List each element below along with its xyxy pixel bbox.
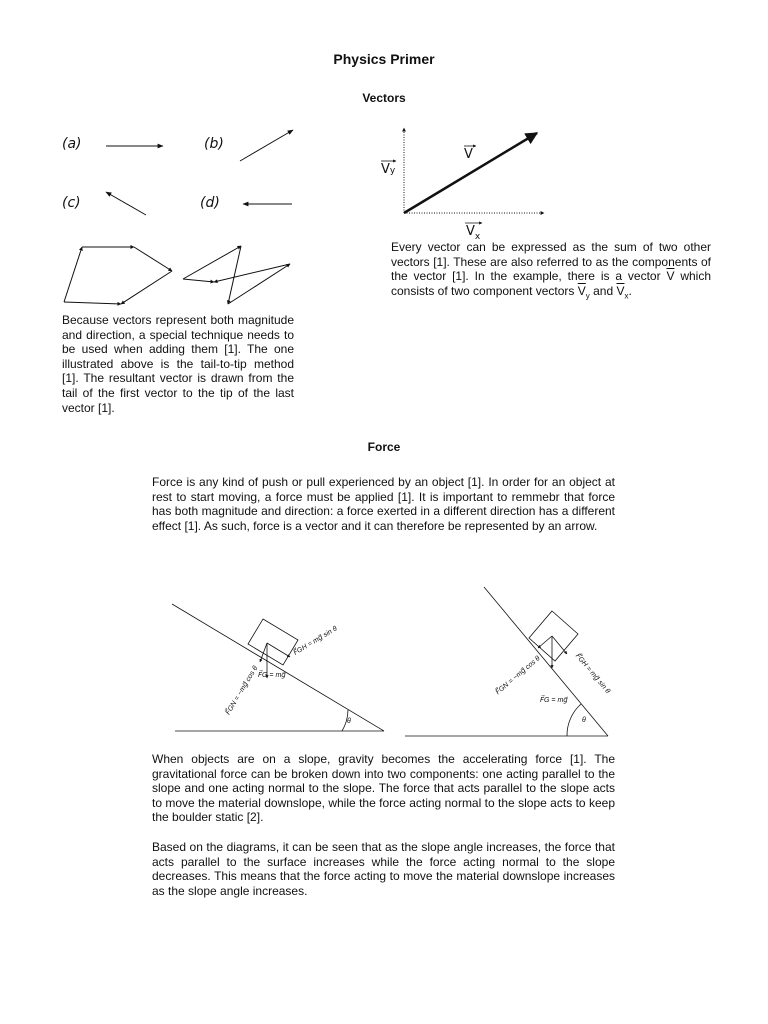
slope-diagram-shallow	[172, 604, 384, 731]
v-label: V	[464, 147, 473, 162]
gravity-force-label-left: F⃗G = mg⃗	[258, 672, 286, 679]
vy-label: Vy	[381, 162, 396, 177]
slope-paragraph: When objects are on a slope, gravity becomes the accelerating force [1]. The gravitational force can be broken down into two components: one acting parallel to the slope and one acting normal to the slope. The force that acts parallel to the slope acts to move the material downslope, while the force acting normal to the slope acts to keep the boulder static [2].	[152, 752, 615, 825]
vector-addition-paragraph: Because vectors represent both magnitude and direction, a special technique needs to be used when adding them [1]. The one illustrated above is the tail-to-tip method [1]. The resultant vector is drawn from the tail of the first vector to the tip of the last vector [1].	[62, 313, 294, 415]
vector-components-paragraph: Every vector can be expressed as the sum of two other vectors [1]. These are also referred to as the components of the vector [1]. In the example, there is a vector $\overline{V}$ which consists of two component vectors $\overline{V}_y$ and $\overline{V}_x$.	[391, 240, 711, 301]
label-b: (b)	[204, 136, 224, 152]
angle-label-left: θ	[347, 718, 351, 725]
conclusion-paragraph: Based on the diagrams, it can be seen that as the slope angle increases, the force that acts parallel to the surface increases while the force acting normal to the slope decreases. This means that the force acting to move the material downslope increases as the slope angle increases.	[152, 840, 615, 898]
vectors-heading: Vectors	[362, 91, 406, 105]
parallel-force-label-right: F⃗GH = mg⃗ sin θ	[573, 652, 612, 696]
force-heading: Force	[367, 440, 401, 454]
angle-label-right: θ	[582, 717, 586, 724]
gravity-force-label-right: F⃗G = mg⃗	[540, 697, 568, 704]
label-c: (c)	[62, 195, 81, 211]
normal-force-label-left: F⃗GN = −mg⃗ cos θ	[224, 664, 260, 717]
vx-label: $V_x$	[466, 224, 481, 242]
normal-force-label-right: F⃗GN = −mg⃗ cos θ	[494, 655, 542, 697]
label-a: (a)	[62, 136, 82, 152]
page-title: Physics Primer	[333, 51, 435, 67]
label-d: (d)	[200, 195, 220, 211]
force-intro-paragraph: Force is any kind of push or pull experienced by an object [1]. In order for an object at rest to start moving, a force must be applied [1]. It is important to remmebr that force has both magnitude and direction: a force exerted in a different direction has a different effect [1]. As such, force is a vector and it can therefore be represented by an arrow.	[152, 475, 615, 533]
parallel-force-label-left: F⃗GH = mg⃗ sin θ	[292, 625, 339, 657]
